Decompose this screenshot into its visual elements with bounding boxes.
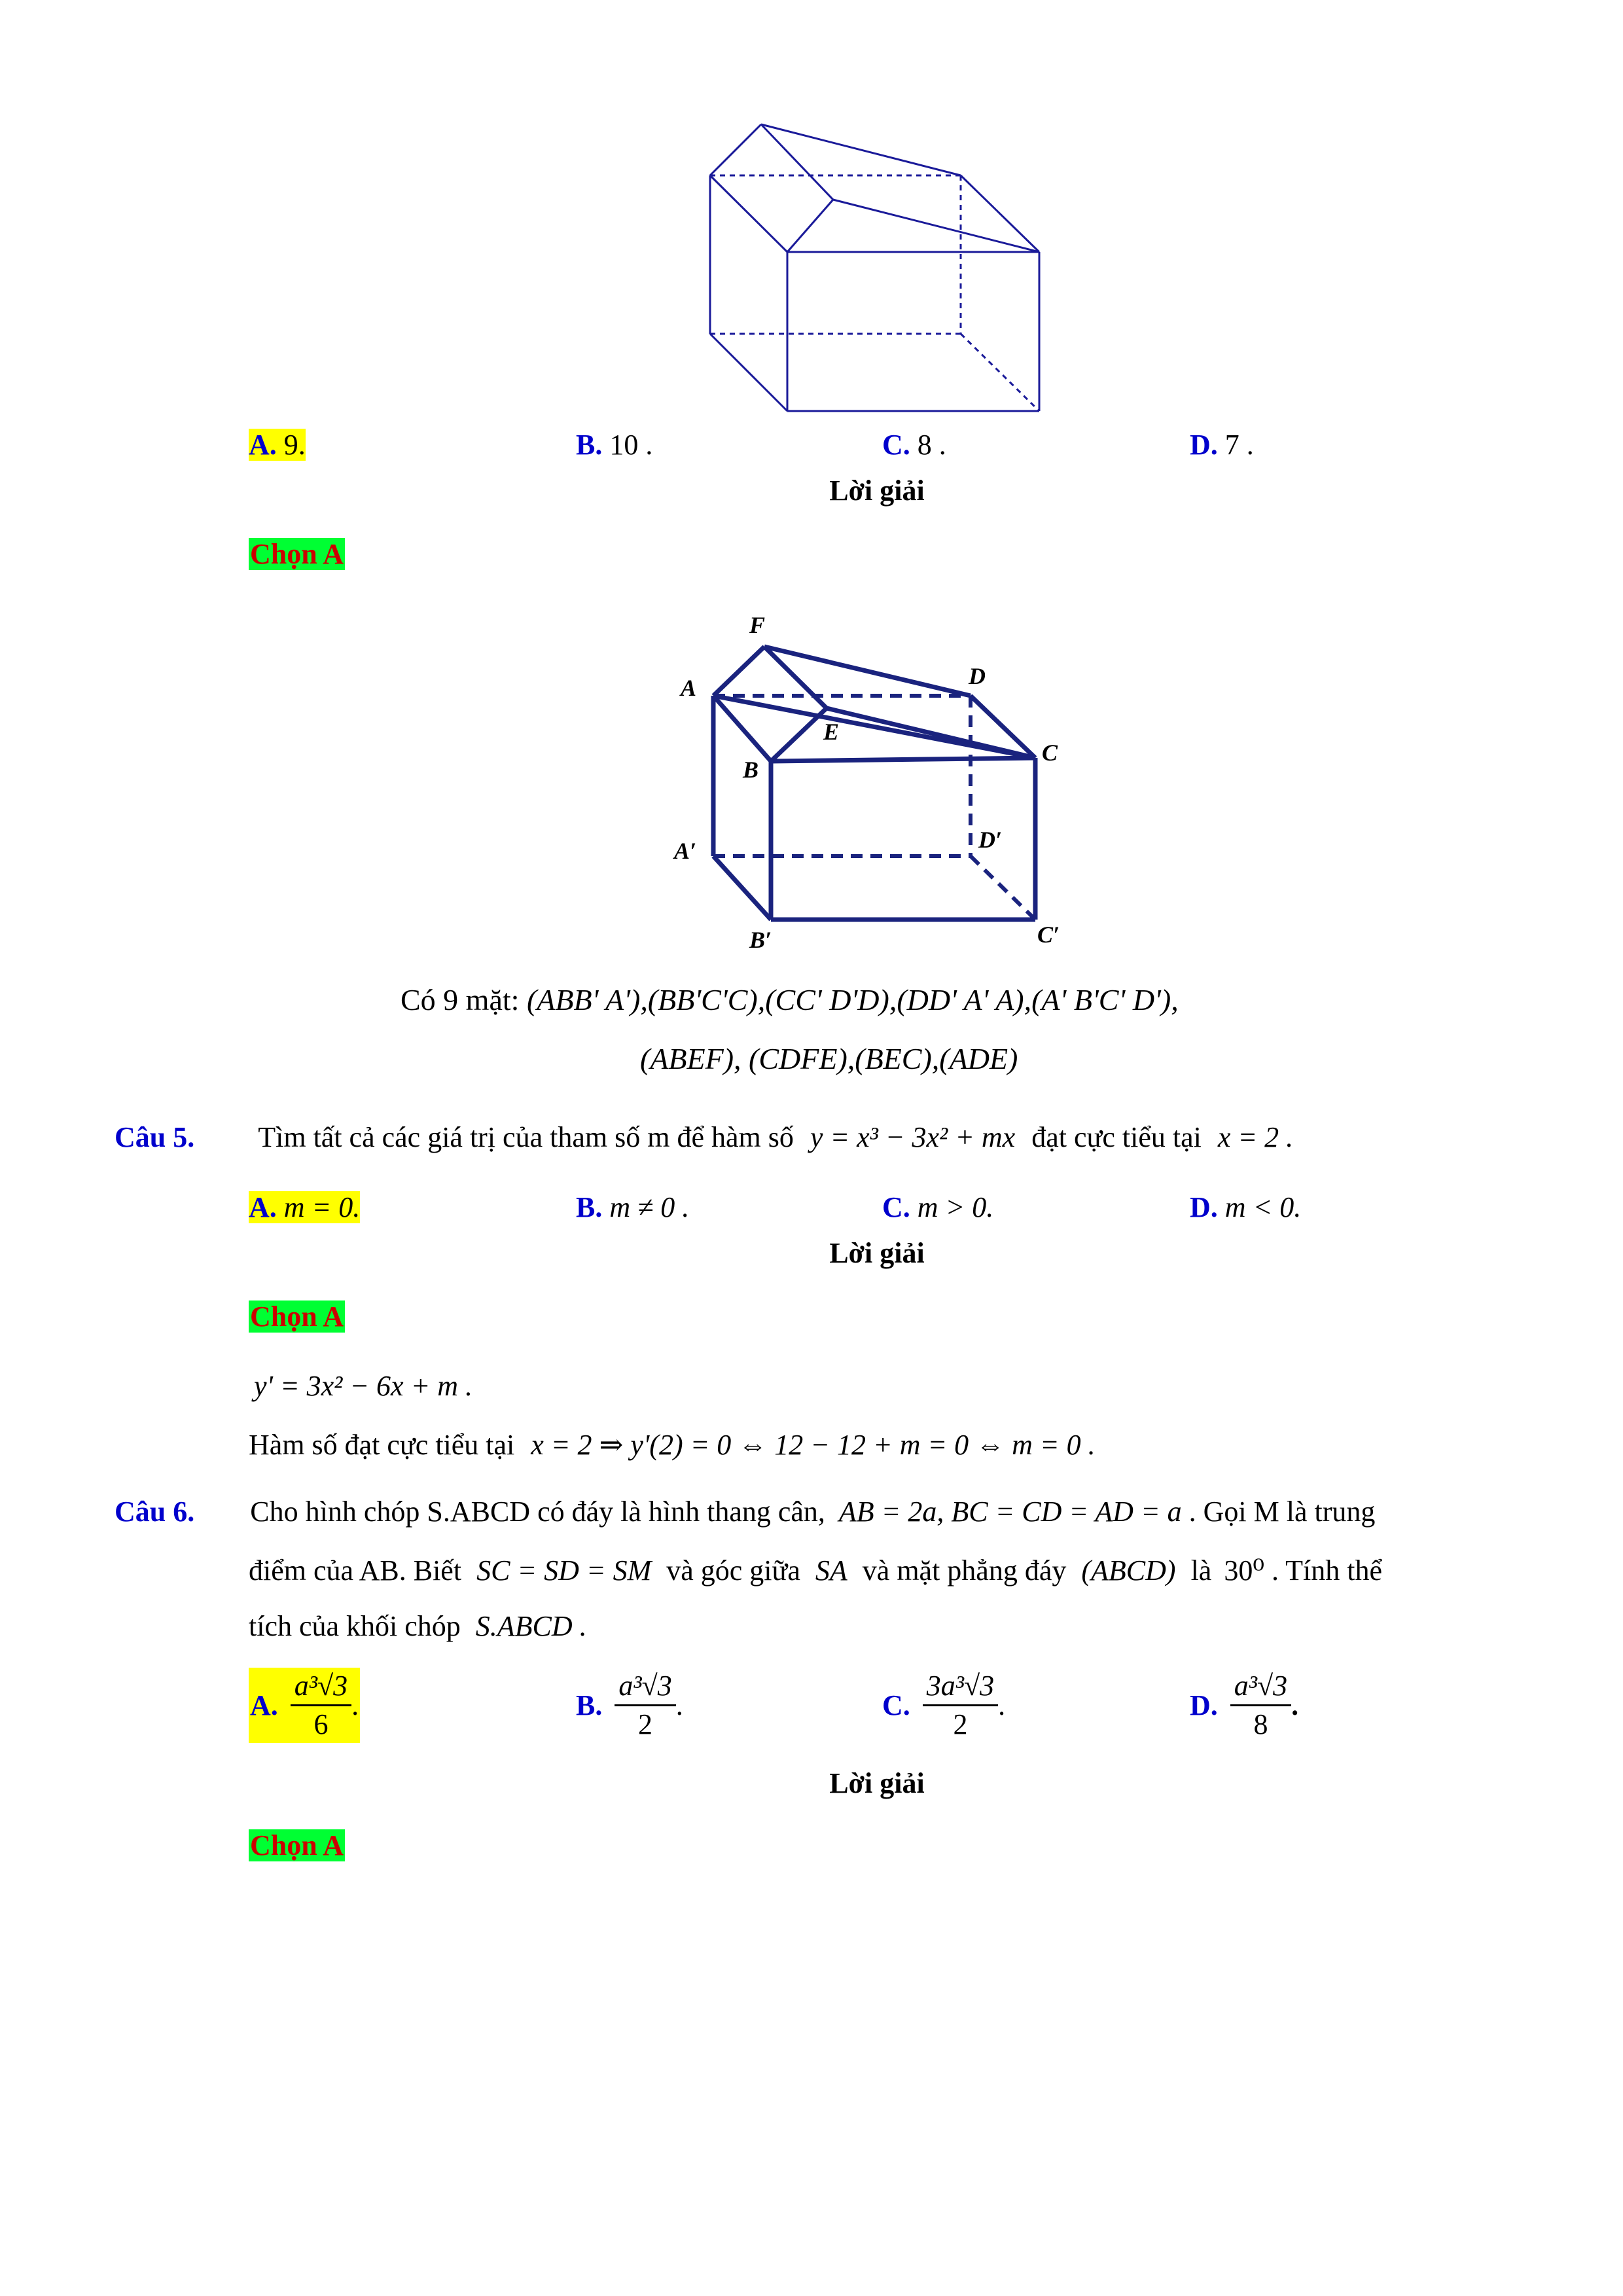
label-C-prime: C′: [1037, 922, 1060, 948]
q6-option-a[interactable]: A. $\frac{\text{a³√3}}{6}$ .: [249, 1668, 360, 1743]
label-D-prime: D′: [978, 827, 1003, 853]
q4-solution-title: Lời giải: [829, 475, 925, 507]
q6-option-b[interactable]: B. $\frac{\text{a³√3}}{2}$ .: [576, 1668, 683, 1743]
q5-option-a[interactable]: A. m = 0.: [249, 1191, 361, 1223]
label-A: A: [681, 675, 697, 701]
q4-option-b[interactable]: B. 10 .: [576, 429, 653, 461]
q5-option-d[interactable]: D. m < 0.: [1190, 1191, 1302, 1223]
q4-faces-line2: (ABEF), (CDFE),(BEC),(ADE): [640, 1042, 1018, 1075]
q5-solution-title: Lời giải: [829, 1237, 925, 1269]
q6-option-c[interactable]: C. $\frac{\text{3a³√3}}{2}$ .: [882, 1668, 1005, 1743]
q4-option-d[interactable]: D. 7 .: [1190, 429, 1254, 461]
q4-option-c[interactable]: C. 8 .: [882, 429, 946, 461]
q6-choice: Chọn A: [250, 1829, 344, 1861]
label-C: C: [1042, 740, 1058, 766]
label-E: E: [823, 719, 840, 745]
q6-line3: tích của khối chóp S.ABCD .: [249, 1610, 587, 1642]
label-A-prime: A′: [674, 838, 697, 864]
q4-option-a[interactable]: A. 9.: [249, 429, 306, 461]
q6-line2: điểm của AB. Biết SC = SD = SM và góc giữa SA và mặt phẳng đáy (ABCD) là 30⁰ . Tính thể: [249, 1554, 1383, 1587]
q5-choice: Chọn A: [250, 1300, 344, 1333]
q6-option-d[interactable]: D. $\frac{\text{a³√3}}{8}$ .: [1190, 1668, 1298, 1743]
label-B-prime: B′: [749, 927, 772, 953]
q5-question: Câu 5. Tìm tất cả các giá trị của tham số m để hàm số y = x³ − 3x² + mx đạt cực tiểu tại x = 2 .: [115, 1121, 1294, 1153]
label-F: F: [749, 612, 766, 638]
label-B: B: [743, 757, 759, 783]
q5-condition: Hàm số đạt cực tiểu tại x = 2 ⇒ y'(2) = 0 ⇔ 12 − 12 + m = 0 ⇔ m = 0 .: [249, 1429, 1096, 1461]
q6-line1: Câu 6. Cho hình chóp S.ABCD có đáy là hình thang cân, AB = 2a, BC = CD = AD = a . Gọi M là trung: [115, 1496, 1376, 1528]
q5-derivative: y' = 3x² − 6x + m .: [254, 1370, 473, 1402]
q4-faces-line1: Có 9 mặt: (ABB' A'),(BB'C'C),(CC' D'D),(DD' A' A),(A' B'C' D'),: [401, 983, 1179, 1016]
q5-option-b[interactable]: B. m ≠ 0 .: [576, 1191, 690, 1223]
q4-choice: Chọn A: [250, 538, 344, 570]
label-D: D: [969, 663, 986, 689]
figure-prism-labelled: [0, 0, 1623, 982]
q5-option-c[interactable]: C. m > 0.: [882, 1191, 994, 1223]
q6-solution-title: Lời giải: [829, 1767, 925, 1799]
